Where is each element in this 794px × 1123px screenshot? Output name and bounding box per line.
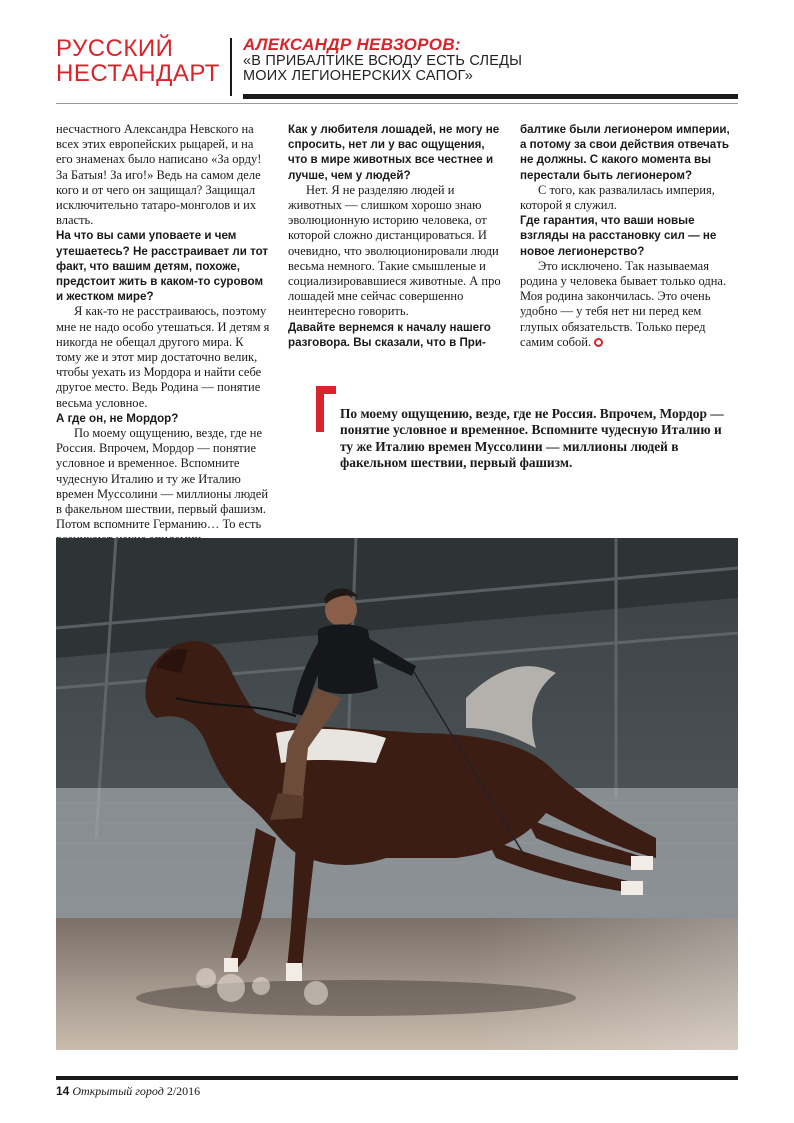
author-name: АЛЕКСАНДР НЕВЗОРОВ:	[243, 35, 461, 54]
interview-question: Как у любителя лошадей, не могу не спросить, нет ли у вас ощущения, что в мире животных все честнее и лучше, чем у людей?	[288, 123, 500, 182]
interview-question: А где он, не Мордор?	[56, 411, 179, 425]
footer	[56, 1084, 200, 1099]
magazine-name: Открытый город	[72, 1084, 164, 1098]
section-title	[56, 36, 226, 86]
header-divider	[230, 38, 232, 96]
headline-quote-line2: МОИХ ЛЕГИОНЕРСКИХ САПОГ»	[243, 68, 474, 84]
issue-number: 2/2016	[166, 1084, 201, 1098]
end-mark-icon	[594, 338, 603, 347]
interview-answer: Я как-то не расстраиваюсь, поэтому мне не надо особо утешаться. И детям я никогда не обещал другого мира. К тому же и этот мир достаточно велик, чтобы уехать из Мордора и найти себе другое место. Ведь Родина — понятие весьма условное.	[56, 304, 270, 410]
interview-question: Давайте вернемся к началу нашего разговора. Вы сказали, что в При-	[288, 320, 491, 349]
pull-quote-bracket-icon	[316, 386, 336, 432]
photo-illustration	[56, 538, 738, 1050]
interview-question: балтике были легионером империи, а потому за свои действия отвечать не должны. С какого момента вы перестали быть легионером?	[520, 123, 730, 182]
interview-question: На что вы сами уповаете и чем утешаетесь? Не расстраивает ли тот факт, что вашим детям, похоже, предстоит жить в каком-то суровом и жестком мире?	[56, 229, 269, 304]
interview-answer: С того, как развалилась империя, которой я служил.	[520, 182, 715, 213]
page-number: 14	[56, 1084, 70, 1098]
headline	[243, 36, 703, 84]
bottom-rule	[56, 1076, 738, 1080]
article-column-2	[288, 122, 503, 350]
top-rule	[243, 94, 738, 99]
interview-answer: Это исключено. Так называемая родина у человека бывает только одна. Моя родина закончилась. Это очень удобно — у тебя нет ни перед кем глупых обязательств. Только перед самим собой.	[520, 258, 727, 349]
horse-rider-photo	[56, 538, 738, 1050]
interview-answer: По моему ощущению, везде, где не Россия. Впрочем, Мордор — понятие условное и временное. Вспомните чудесную Италию и ту же Италию времен Муссолини — миллионы людей в факельном шествии, первый фашизм. Потом вспомните Германию… То есть	[56, 426, 269, 532]
article-column-1	[56, 122, 270, 578]
article-paragraph: несчастного Александра Невского на всех этих европейских рыцарей, и на его знаменах было написано «За орду! За Батыя! За иго!» Ведь на самом деле кого и от чего он защищал? Защищал исключительно татаро-монголов и их власть.	[56, 122, 262, 228]
section-title-line2: НЕСТАНДАРТ	[56, 60, 220, 87]
pull-quote: По моему ощущению, везде, где не Россия. Впрочем, Мордор — понятие условное и временное. Вспомните чудесную Италию и ту же Италию времен Муссолини — миллионы людей в факельном шествии, первый фашизм.	[340, 406, 724, 471]
article-column-3	[520, 122, 738, 350]
interview-question: Где гарантия, что ваши новые взгляды на расстановку сил — не новое легионерство?	[520, 214, 717, 258]
top-rule-thin	[56, 103, 738, 104]
section-title-line1: РУССКИЙ	[56, 35, 174, 62]
interview-answer: Нет. Я не разделяю людей и животных — слишком хорошо знаю эволюционную историю человека, от которой сложно дистанцироваться. И очевидно, что эволюционировали люди весьма немного. Такие смышленые и социализировавшиеся животные. А про лошадей мне сейчас совершенно неинтересно говорить.	[288, 182, 501, 319]
headline-quote-line1: «В ПРИБАЛТИКЕ ВСЮДУ ЕСТЬ СЛЕДЫ	[243, 53, 523, 69]
